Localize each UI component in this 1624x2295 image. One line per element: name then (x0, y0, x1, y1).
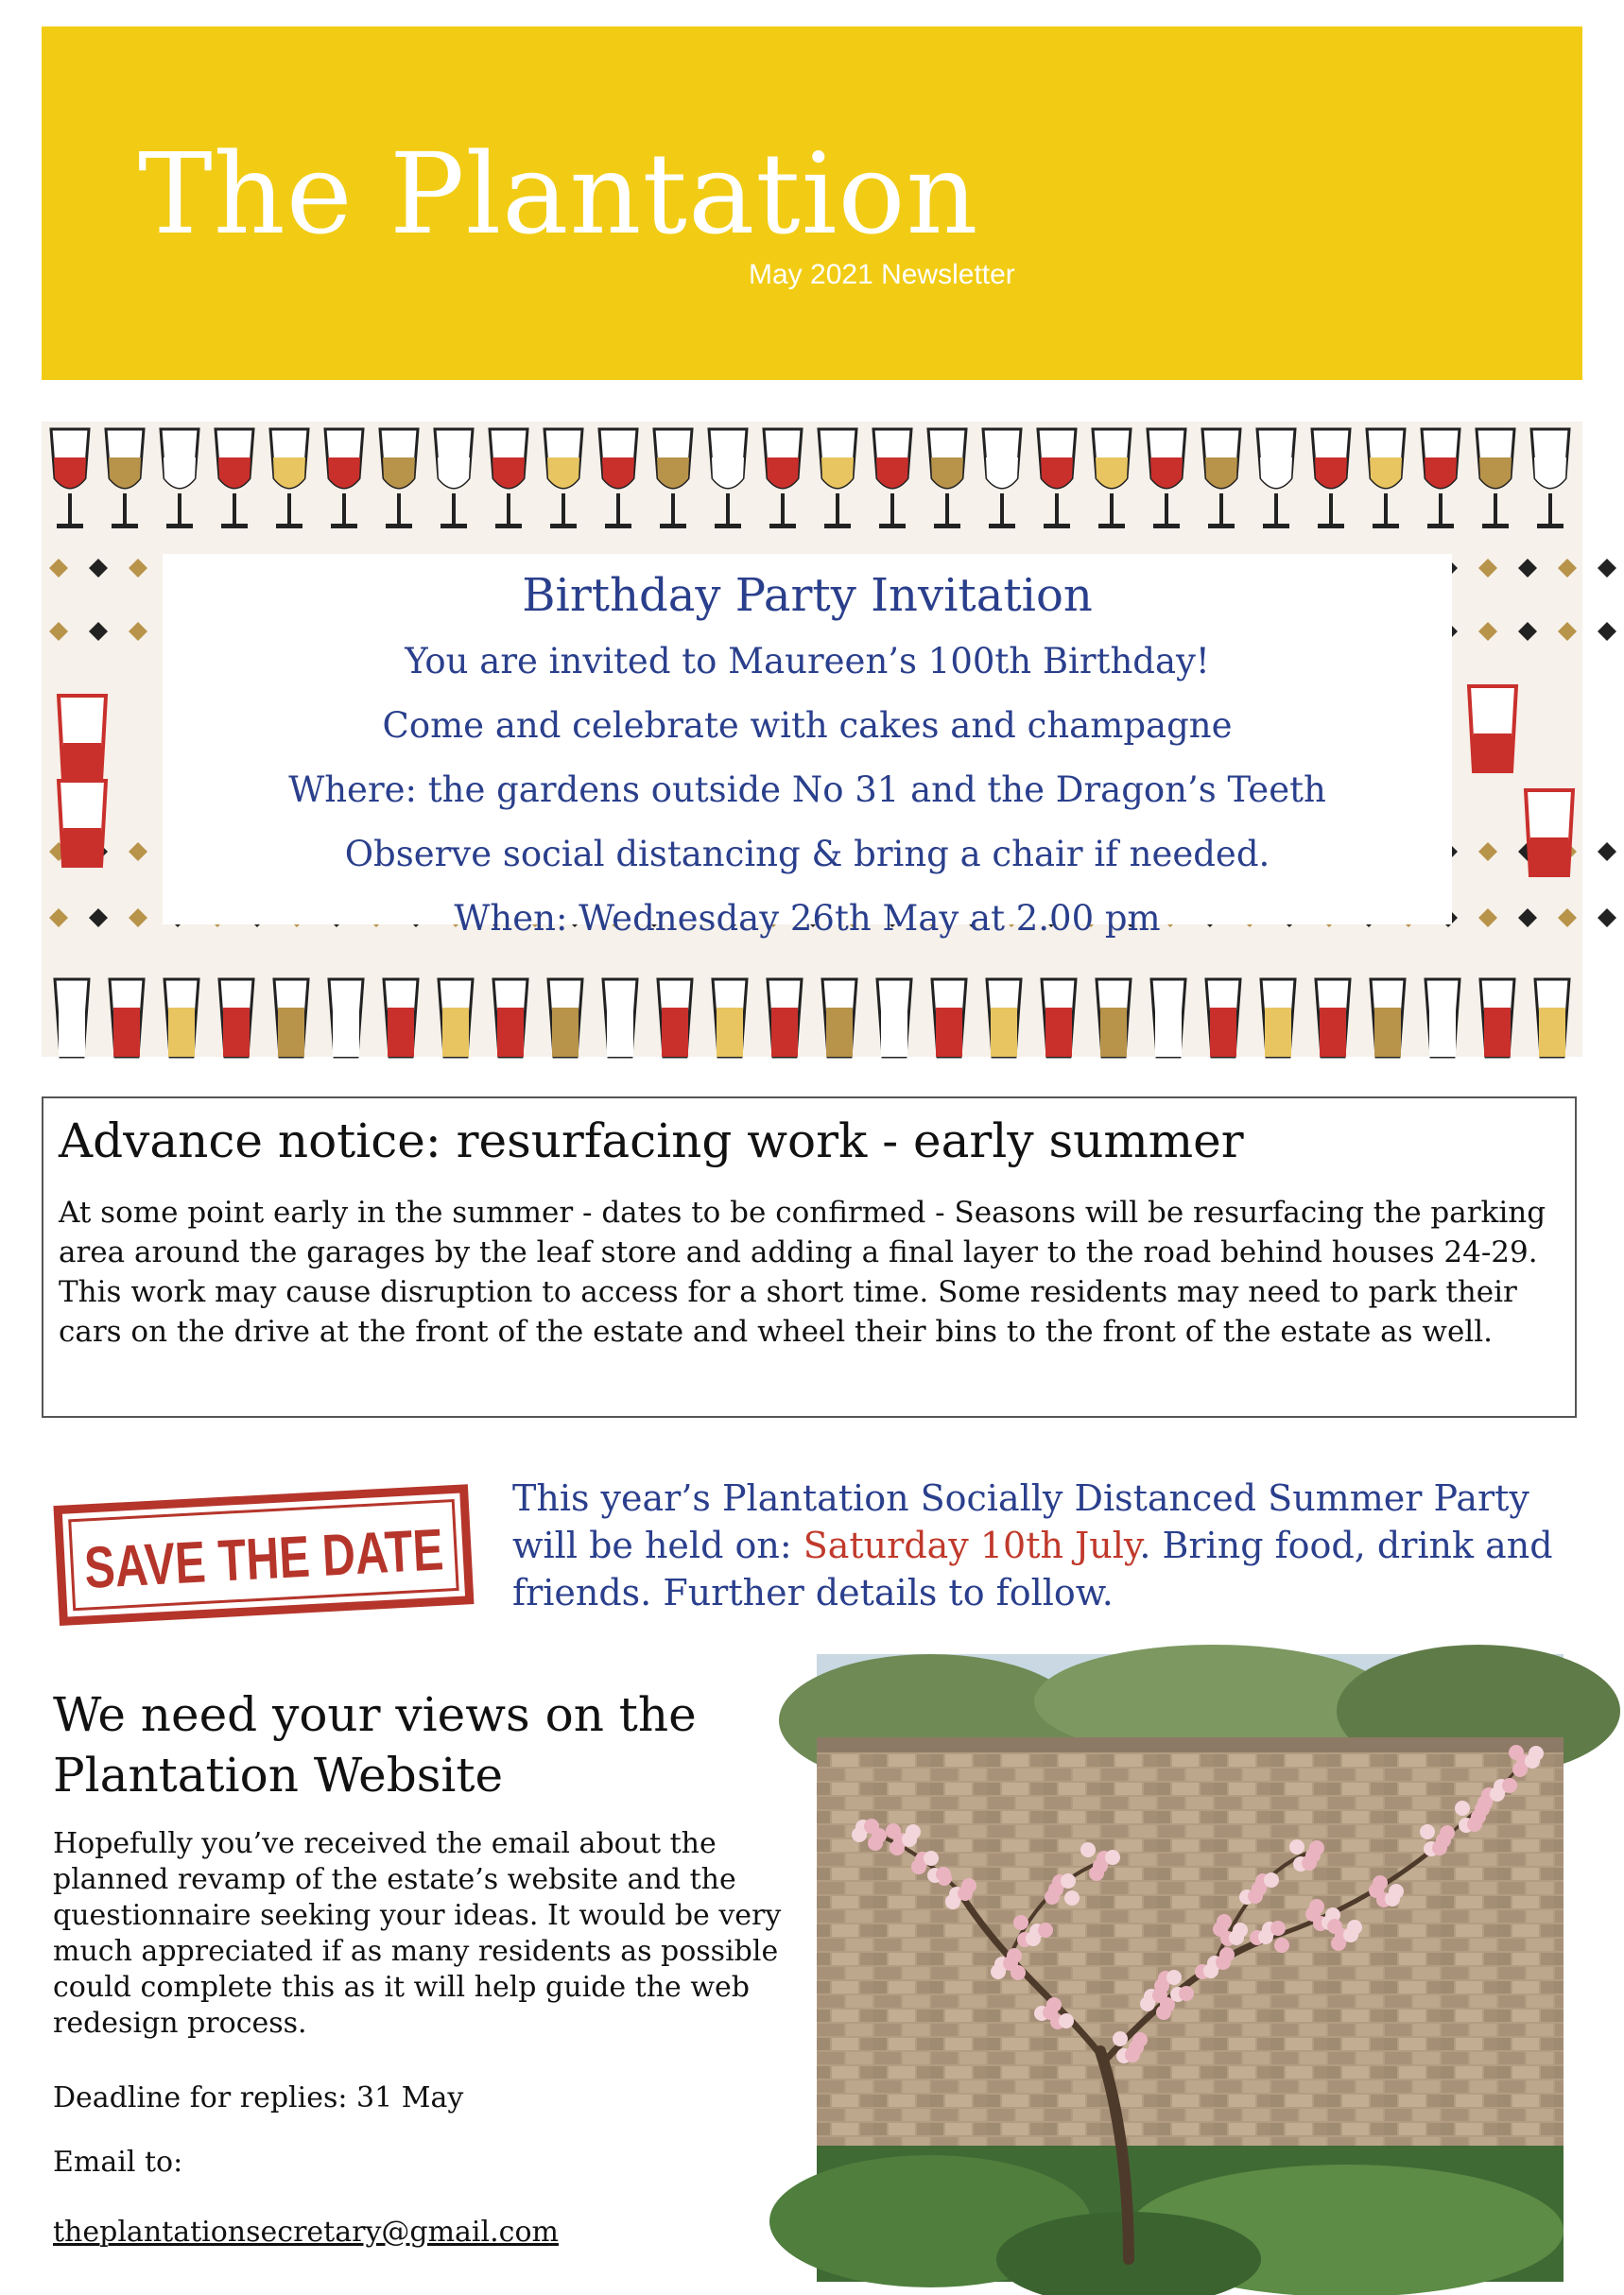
diamond-motif (1558, 622, 1577, 641)
glass-bottom-motif (1042, 979, 1076, 1057)
wine-glass-motif (1312, 429, 1350, 528)
stamp-text: SAVE THE DATE (82, 1511, 546, 1601)
wine-glass-motif (873, 429, 911, 528)
resurfacing-notice (42, 1096, 1577, 1418)
blossom-flower (1525, 1753, 1540, 1769)
blossom-flower (1502, 1778, 1517, 1793)
blossom-flower (1305, 1907, 1321, 1922)
wine-glass-motif (380, 429, 418, 528)
wine-glass-motif (709, 429, 747, 528)
summer-party-date: Saturday 10th July (803, 1525, 1140, 1566)
newsletter-header (42, 26, 1582, 380)
glass-bottom-motif (603, 979, 637, 1057)
glass-bottom-motif (439, 979, 473, 1057)
wine-glass-motif (819, 429, 856, 528)
summer-party-intro: This year’s Plantation Socially Distanced Summer Party will be held on: (512, 1477, 1529, 1566)
wine-glass-motif (1257, 429, 1295, 528)
blossom-flower (864, 1819, 879, 1834)
blossom-flower (1432, 1840, 1447, 1855)
blossom-flower (1343, 1927, 1358, 1942)
blossom-flower (1038, 1923, 1053, 1938)
glass-bottom-motif (1371, 979, 1405, 1057)
diamond-motif (129, 842, 147, 861)
diamond-motif (1478, 622, 1497, 641)
diamond-motif (89, 622, 108, 641)
wine-glass-motif (764, 429, 802, 528)
blossom-flower (1113, 2031, 1128, 2046)
summer-party-announcement (512, 1475, 1590, 1616)
glass-bottom-motif (987, 979, 1021, 1057)
blossom-flower (1080, 1842, 1096, 1857)
glass-bottom-motif (932, 979, 966, 1057)
glass-bottom-motif (1316, 979, 1350, 1057)
diamond-motif (1478, 842, 1497, 861)
blossom-flower (1385, 1891, 1400, 1907)
wine-glass-motif (1038, 429, 1076, 528)
glass-bottom-motif (1206, 979, 1240, 1057)
blossom-flower (1043, 2005, 1058, 2020)
diamond-motif (129, 559, 147, 578)
blossom-flower (1369, 1883, 1384, 1898)
secretary-email-link[interactable]: theplantationsecretary@gmail.com (53, 2216, 559, 2249)
blossom-flower (1509, 1745, 1524, 1760)
blossom-flower (1512, 1762, 1528, 1777)
glass-fill (1474, 733, 1512, 771)
invitation-title: Birthday Party Invitation (522, 569, 1093, 622)
blossom-flower (1059, 2013, 1074, 2028)
blossom-flower (1105, 1850, 1120, 1865)
wine-glass-motif (325, 429, 363, 528)
glass-bottom-motif (219, 979, 253, 1057)
wine-glass-motif (654, 429, 692, 528)
wine-glass-motif (599, 429, 637, 528)
diamond-motif (1598, 622, 1616, 641)
blossom-flower (1302, 1855, 1317, 1871)
glass-bottom-motif (55, 979, 89, 1057)
blossom-flower (1490, 1786, 1505, 1802)
diamond-motif (1598, 842, 1616, 861)
invitation-line: Observe social distancing & bring a chair if needed. (344, 834, 1270, 874)
blossom-flower (1248, 1889, 1263, 1904)
wine-glass-motif (490, 429, 527, 528)
diamond-motif (1518, 559, 1537, 578)
blossom-flower (911, 1859, 926, 1874)
wine-glass-motif (983, 429, 1021, 528)
blossom-flower (991, 1964, 1006, 1979)
glass-bottom-motif (1535, 979, 1569, 1057)
invitation-line: You are invited to Maureen’s 100th Birthday! (405, 641, 1210, 682)
wine-glass-motif (1202, 429, 1240, 528)
glass-bottom-motif (822, 979, 856, 1057)
glass-bottom-motif (877, 979, 911, 1057)
diamond-motif (1558, 908, 1577, 927)
diamond-motif (1558, 559, 1577, 578)
blossom-flower (1216, 1955, 1231, 1970)
glass-bottom-motif (1480, 979, 1514, 1057)
wine-glass-motif (216, 429, 253, 528)
blossom-flower (1331, 1936, 1346, 1951)
wine-glass-motif (544, 429, 582, 528)
glass-bottom-motif (274, 979, 308, 1057)
wine-glass-motif (1422, 429, 1460, 528)
notice-body: At some point early in the summer - dates to be confirmed - Seasons will be resurfacing the parking area around the garages by the leaf store and adding a final layer to the road behind houses 24-29. This work may cause disruption to access for a short time. Some residents may need to park their cars on the drive at the front of the estate and wheel their bins to the front of the estate as well. (59, 1196, 1546, 1349)
blossom-flower (1477, 1795, 1493, 1810)
blossom-flower (1061, 1873, 1076, 1889)
diamond-motif (129, 908, 147, 927)
wine-glass-motif (435, 429, 473, 528)
notice-title: Advance notice: resurfacing work - early summer (59, 1113, 1244, 1168)
glass-bottom-motif (1097, 979, 1131, 1057)
wine-glass-motif (106, 429, 144, 528)
blossom-flower (1013, 1915, 1028, 1930)
blossom-flower (1274, 1938, 1289, 1953)
wine-glass-motif (1148, 429, 1185, 528)
blossom-flower (1140, 1996, 1155, 2011)
invitation-line: Where: the gardens outside No 31 and the Dragon’s Teeth (288, 769, 1326, 810)
glass-bottom-motif (548, 979, 582, 1057)
diamond-motif (49, 622, 68, 641)
glass-fill (63, 828, 101, 866)
blossom-flower (924, 1851, 939, 1866)
glass-bottom-motif (384, 979, 418, 1057)
newsletter-subtitle: May 2021 Newsletter (749, 259, 1015, 290)
glass-fill (63, 743, 101, 781)
invitation-line: Come and celebrate with cakes and champagne (382, 705, 1233, 746)
diamond-motif (89, 559, 108, 578)
blossom-flower (1156, 2005, 1171, 2020)
blossom-flower (1258, 1929, 1273, 1944)
glass-bottom-motif (329, 979, 363, 1057)
diamond-motif (1598, 559, 1616, 578)
glass-bottom-motif (493, 979, 527, 1057)
blossom-flower (1420, 1824, 1435, 1839)
email-label: Email to: (53, 2146, 183, 2179)
glass-bottom-motif (1151, 979, 1185, 1057)
glass-bottom-motif (658, 979, 692, 1057)
blossom-flower (1229, 1930, 1244, 1945)
wine-glass-motif (161, 429, 199, 528)
blossom-flower (1166, 1970, 1182, 1985)
blossom-flower (852, 1827, 867, 1842)
summer-party-outro: . Bring food, drink and friends. Further details to follow. (512, 1525, 1553, 1613)
glass-bottom-motif (1261, 979, 1295, 1057)
wine-glass-motif (928, 429, 966, 528)
blossom-flower (1064, 1890, 1080, 1906)
wine-glass-motif (1367, 429, 1405, 528)
blossom-flower (1203, 1963, 1218, 1978)
diamond-motif (1478, 908, 1497, 927)
birthday-invitation (42, 422, 1582, 1057)
diamond-motif (1478, 559, 1497, 578)
diamond-motif (1518, 908, 1537, 927)
wine-glass-motif (1093, 429, 1131, 528)
views-body: Hopefully you’ve received the email about the planned revamp of the estate’s website and the questionnaire seeking your ideas. It would be very much appreciated if as many residents as possible could complete this as it will help guide the web redesign process. (53, 1827, 782, 2040)
blossom-flower (958, 1886, 973, 1901)
glass-bottom-motif (1425, 979, 1460, 1057)
blossom-flower (1270, 1921, 1286, 1936)
diamond-motif (89, 908, 108, 927)
glass-bottom-motif (164, 979, 199, 1057)
blossom-flower (868, 1836, 883, 1851)
glass-fill (1530, 837, 1568, 875)
wine-glass-motif (1477, 429, 1514, 528)
blossom-flower (1327, 1919, 1342, 1934)
wine-glass-motif (270, 429, 308, 528)
blossom-flower (1467, 1817, 1482, 1832)
blossom-flower (1045, 1889, 1060, 1905)
blossom-flower (1455, 1801, 1470, 1816)
blossom-flower (886, 1823, 901, 1838)
blossom-flower (1179, 1986, 1194, 2001)
blossom-flower (902, 1832, 917, 1847)
views-title: We need your views on the Plantation Website (53, 1687, 697, 1803)
wine-glass-motif (51, 429, 89, 528)
blossom-flower (1264, 1872, 1279, 1888)
diamond-motif (49, 559, 68, 578)
diamond-motif (1598, 908, 1616, 927)
blossom-tree-photo (817, 1654, 1564, 2282)
blossom-flower (945, 1894, 960, 1909)
blossom-flower (1213, 1922, 1228, 1937)
invitation-line: When: Wednesday 26th May at 2.00 pm (454, 898, 1161, 939)
diamond-motif (49, 908, 68, 927)
blossom-flower (890, 1840, 905, 1855)
glass-bottom-motif (713, 979, 747, 1057)
blossom-flower (936, 1867, 951, 1882)
diamond-motif (1518, 622, 1537, 641)
blossom-flower (1089, 1866, 1104, 1881)
glass-bottom-motif (110, 979, 144, 1057)
newsletter-title: The Plantation (138, 129, 979, 259)
invitation-card (163, 554, 1452, 939)
blossom-flower (1154, 1978, 1169, 1993)
blossom-flower (1003, 1956, 1018, 1971)
save-the-date-stamp (53, 1486, 546, 1626)
glass-bottom-motif (768, 979, 802, 1057)
diamond-motif (129, 622, 147, 641)
blossom-flower (1125, 2047, 1140, 2062)
blossom-flower (1026, 1931, 1041, 1946)
blossom-flower (1289, 1839, 1304, 1855)
wine-glass-motif (1531, 429, 1569, 528)
deadline-text: Deadline for replies: 31 May (53, 2081, 464, 2114)
